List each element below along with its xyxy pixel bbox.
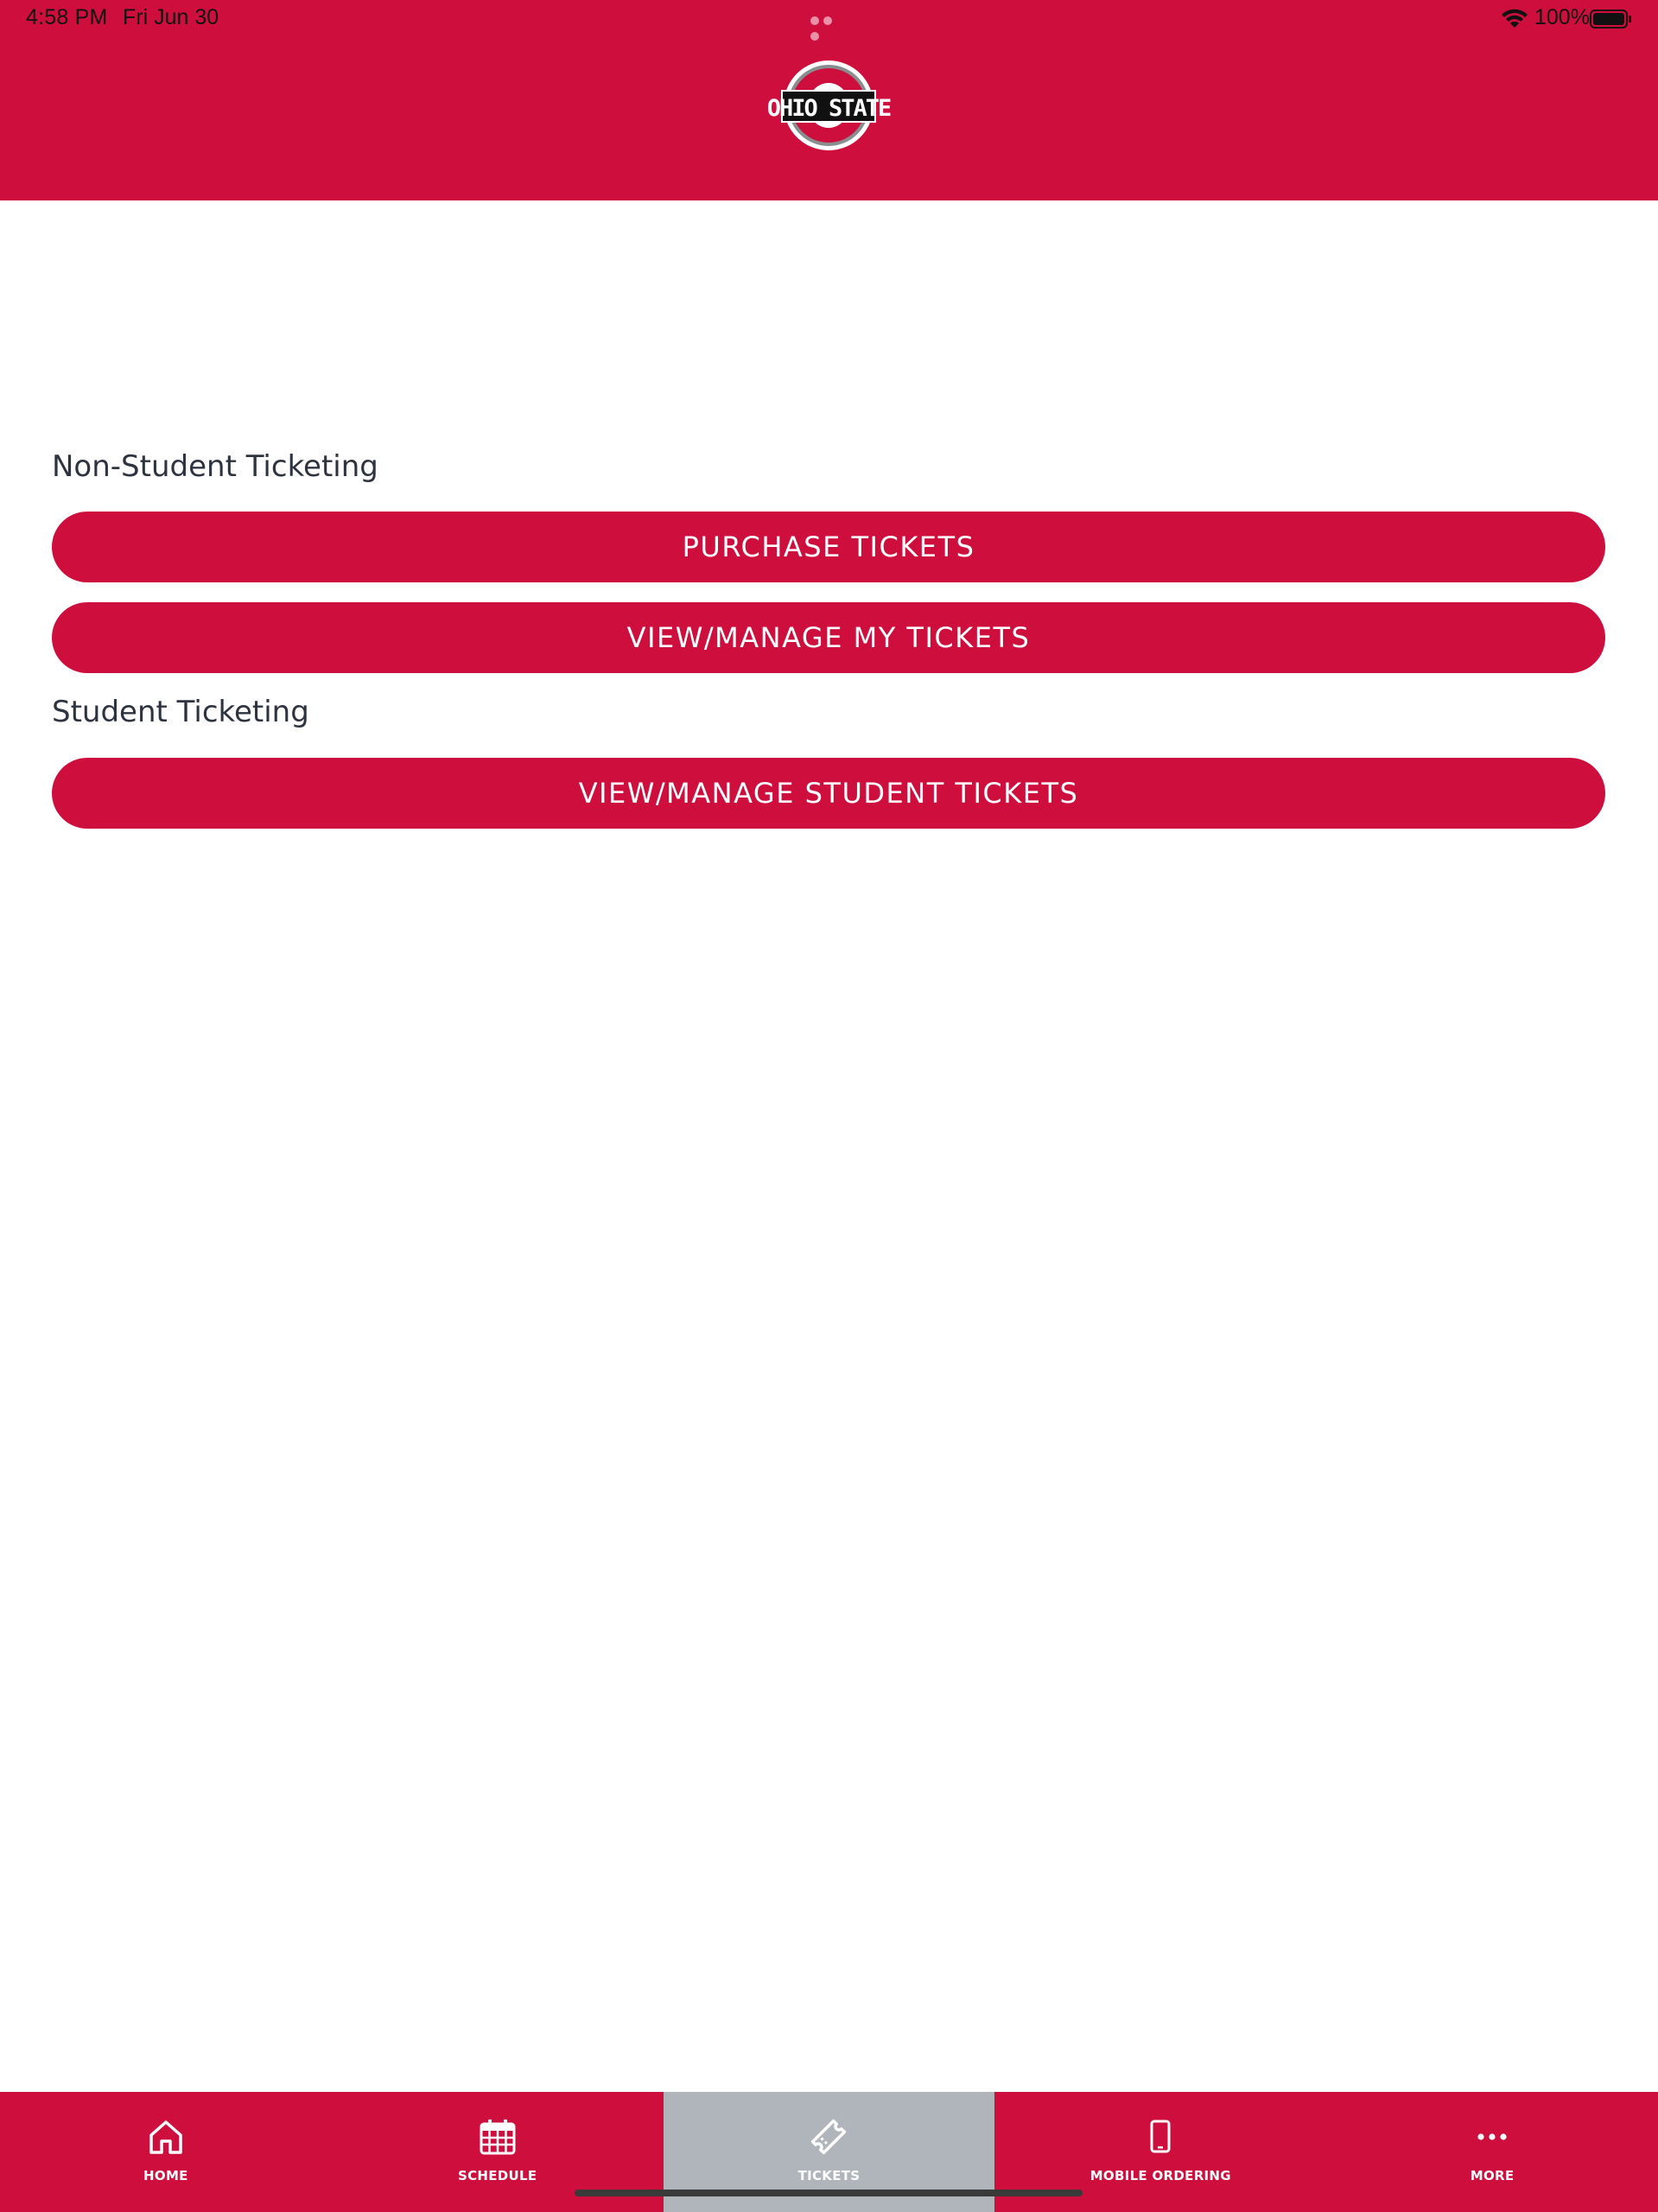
view-manage-student-tickets-button[interactable]: VIEW/MANAGE STUDENT TICKETS <box>52 758 1605 829</box>
status-date: Fri Jun 30 <box>123 5 219 29</box>
home-indicator[interactable] <box>575 2190 1083 2196</box>
more-icon <box>1471 2116 1513 2158</box>
tab-label: TICKETS <box>797 2168 861 2183</box>
wifi-icon <box>1502 9 1528 29</box>
app-header <box>0 0 1658 200</box>
view-manage-my-tickets-button[interactable]: VIEW/MANAGE MY TICKETS <box>52 602 1605 673</box>
tab-label: HOME <box>143 2168 188 2183</box>
ohio-state-logo <box>766 59 891 152</box>
tab-label: SCHEDULE <box>457 2168 537 2183</box>
tab-home[interactable] <box>0 2092 332 2212</box>
phone-icon <box>1140 2116 1181 2158</box>
status-time: 4:58 PM <box>26 5 108 29</box>
tab-label: MORE <box>1470 2168 1515 2183</box>
svg-text:OHIO STATE: OHIO STATE <box>766 95 891 122</box>
battery-icon <box>1590 9 1633 29</box>
ticket-icon <box>808 2116 849 2158</box>
tab-more[interactable] <box>1326 2092 1658 2212</box>
student-ticketing-heading: Student Ticketing <box>52 695 309 729</box>
tab-label: MOBILE ORDERING <box>1089 2168 1231 2183</box>
non-student-ticketing-heading: Non-Student Ticketing <box>52 449 378 484</box>
home-icon <box>145 2116 187 2158</box>
status-bar <box>0 0 1658 38</box>
calendar-icon <box>477 2116 518 2158</box>
battery-percentage: 100% <box>1534 5 1590 29</box>
purchase-tickets-button[interactable]: PURCHASE TICKETS <box>52 512 1605 582</box>
multitasking-dots-icon[interactable] <box>810 14 848 24</box>
